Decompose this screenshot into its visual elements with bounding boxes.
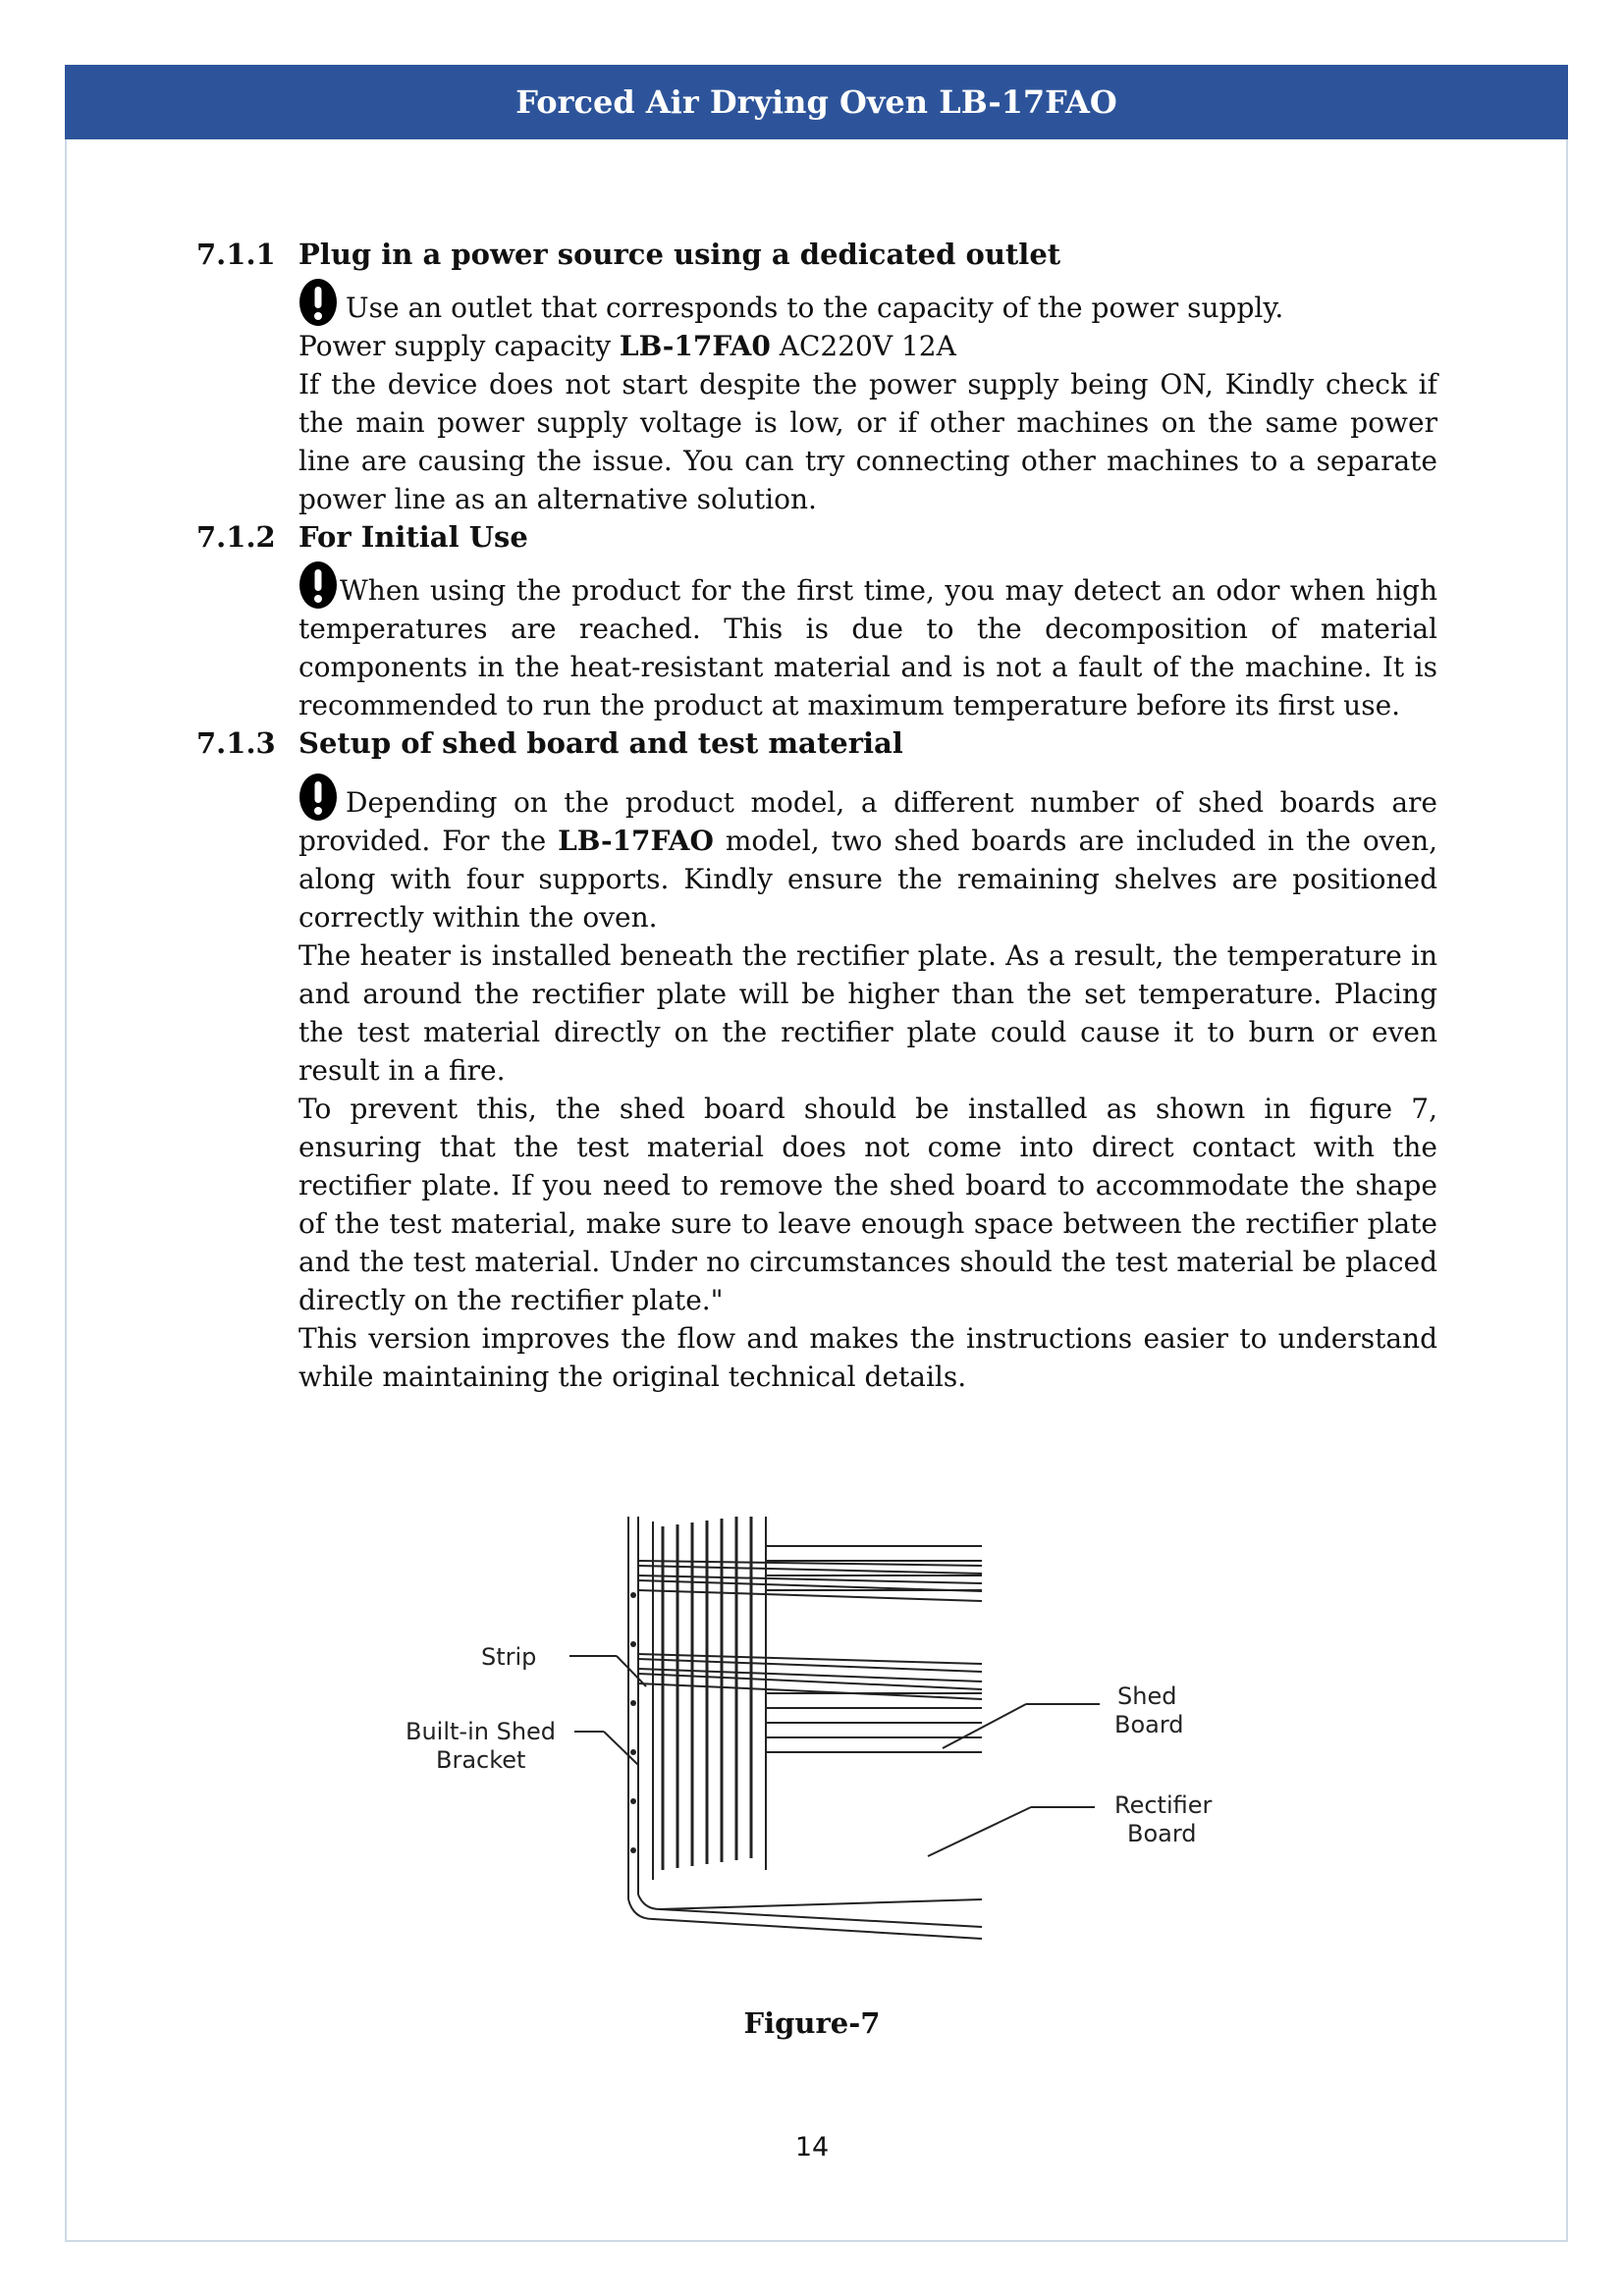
note-text: Use an outlet that corresponds to the capacity of the power supply. — [346, 292, 1284, 324]
paragraph: This version improves the flow and makes the instructions easier to understand while maintaining the original technical details. — [298, 1322, 1437, 1393]
note-paragraph — [298, 561, 1437, 724]
section-title: Plug in a power source using a dedicated outlet — [298, 238, 1061, 271]
document-body — [196, 236, 1437, 1396]
label-rectifier-line2: Board — [1127, 1820, 1197, 1847]
page-number: 14 — [794, 2132, 830, 2163]
note-model: LB-17FAO — [558, 825, 714, 857]
capacity-value: AC220V 12A — [770, 330, 956, 362]
oven-shelf-diagram — [393, 1507, 1237, 1944]
section-number: 7.1.3 — [196, 726, 276, 760]
label-shed-line1: Shed — [1117, 1682, 1177, 1710]
capacity-prefix: Power supply capacity — [298, 330, 620, 362]
section-number: 7.1.2 — [196, 520, 276, 554]
paragraph: If the device does not start despite the power supply being ON, Kindly check if the main power supply voltage is low, or if other machines on the same power line are causing the issue. You can try connecting other machines to a separate power line as an alternative solution. — [298, 368, 1437, 515]
section-body-7-1-2 — [298, 561, 1437, 724]
note-paragraph — [298, 773, 1437, 936]
label-shed-line2: Board — [1114, 1711, 1184, 1738]
label-bracket-line2: Bracket — [436, 1746, 526, 1774]
page-header — [65, 65, 1568, 139]
exclamation-circle-icon — [298, 773, 338, 822]
exclamation-circle-icon — [298, 278, 338, 327]
section-heading-7-1-2 — [196, 518, 1437, 557]
paragraph: To prevent this, the shed board should be installed as shown in figure 7, ensuring that the test material does not come into direct contact with the rectifier plate. If you need to remove the shed board to accommodate the shape of the test material, make sure to leave enough space between the rectifier plate and the test material. Under no circumstances should the test material be placed directly on the rectifier plate." — [298, 1093, 1437, 1316]
section-title: For Initial Use — [298, 520, 528, 554]
capacity-line — [298, 327, 1437, 365]
note-line — [298, 278, 1437, 327]
capacity-model: LB-17FA0 — [619, 330, 771, 362]
note-text-pre: Depending on the product model, a different number of shed boards are provided. For the — [298, 786, 1437, 857]
section-heading-7-1-3 — [196, 724, 1437, 763]
section-title: Setup of shed board and test material — [298, 726, 903, 760]
figure-7 — [393, 1507, 1237, 1944]
label-rectifier-line1: Rectifier — [1114, 1791, 1213, 1819]
header-title: Forced Air Drying Oven LB-17FAO — [515, 83, 1117, 121]
note-text: When using the product for the first time, you may detect an odor when high temperatures are reached. This is due to the decomposition of material components in the heat-resistant material and is not a fault of the machine. It is recommended to run the product at maximum temperature before its first use. — [298, 574, 1437, 721]
section-body-7-1-3 — [298, 773, 1437, 1396]
section-body-7-1-1 — [298, 278, 1437, 518]
note-text-post: model, two shed boards are included in the oven, along with four supports. Kindly ensure the remaining shelves are positioned correctly within the oven. — [298, 825, 1437, 934]
paragraph: The heater is installed beneath the rectifier plate. As a result, the temperature in and around the rectifier plate will be higher than the set temperature. Placing the test material directly on the rectifier plate could cause it to burn or even result in a fire. — [298, 939, 1437, 1087]
label-bracket-line1: Built-in Shed — [406, 1718, 557, 1745]
section-number: 7.1.1 — [196, 238, 276, 271]
label-strip: Strip — [481, 1643, 537, 1671]
section-heading-7-1-1 — [196, 236, 1437, 274]
figure-caption: Figure-7 — [743, 2006, 881, 2040]
exclamation-circle-icon — [298, 561, 338, 610]
